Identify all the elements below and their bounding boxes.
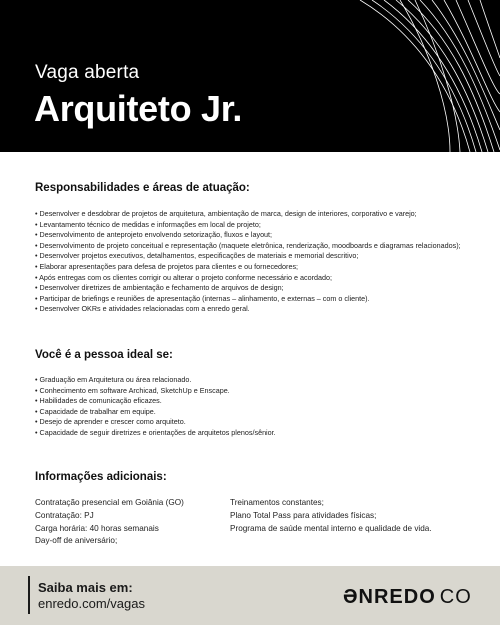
ideal-candidate-list <box>35 375 465 439</box>
info-item: Treinamentos constantes; <box>230 498 324 507</box>
responsibilities-heading: Responsabilidades e áreas de atuação: <box>35 182 250 194</box>
ideal-candidate-heading: Você é a pessoa ideal se: <box>35 349 173 361</box>
additional-info-heading: Informações adicionais: <box>35 471 167 483</box>
job-title: Arquiteto Jr. <box>34 88 243 129</box>
list-item: • Desenvolvimento de projeto conceitual e representação (maquete eletrônica, renderização, moodboards e diagramas relacionados); <box>35 241 465 252</box>
careers-link[interactable]: enredo.com/vagas <box>38 596 145 611</box>
list-item: • Desejo de aprender e crescer como arquiteto. <box>35 417 465 428</box>
more-info-label: Saiba mais em: <box>38 580 133 595</box>
info-item: Day-off de aniversário; <box>35 536 118 546</box>
brand-suffix: CO <box>439 586 472 608</box>
additional-info-right <box>230 497 432 535</box>
brand-logo <box>343 586 472 609</box>
info-item: Plano Total Pass para atividades físicas; <box>230 510 377 520</box>
list-item: • Capacidade de trabalhar em equipe. <box>35 407 465 418</box>
info-item: Carga horária: 40 horas semanais <box>35 523 159 533</box>
list-item: • Habilidades de comunicação eficazes. <box>35 396 465 407</box>
decorative-lines-graphic <box>300 0 500 152</box>
list-item: • Capacidade de seguir diretrizes e orientações de arquitetos plenos/sênior. <box>35 428 465 439</box>
list-item: • Participar de briefings e reuniões de apresentação (internas – alinhamento, e externas – com o cliente). <box>35 294 465 305</box>
header-banner <box>0 0 500 152</box>
info-item: Contratação: PJ <box>35 510 94 520</box>
list-item: • Desenvolver diretrizes de ambientação e fechamento de arquivos de design; <box>35 283 465 294</box>
footer-divider <box>28 576 30 614</box>
footer <box>0 566 500 625</box>
header-subtitle: Vaga aberta <box>35 62 140 83</box>
list-item: • Desenvolver projetos executivos, detalhamentos, especificações de materiais e memorial descritivo; <box>35 251 465 262</box>
additional-info-left <box>35 497 184 548</box>
list-item: • Elaborar apresentações para defesa de projetos para clientes e ou fornecedores; <box>35 262 465 273</box>
info-item: Contratação presencial em Goiânia (GO) <box>35 498 184 507</box>
list-item: • Desenvolvimento de anteprojeto envolvendo setorização, fluxos e layout; <box>35 230 465 241</box>
info-item: Programa de saúde mental interno e qualidade de vida. <box>230 523 432 533</box>
brand-name: ƏNREDO <box>343 586 436 608</box>
responsibilities-list <box>35 209 465 315</box>
list-item: • Desenvolver e desdobrar de projetos de arquitetura, ambientação de marca, design de interiores, corporativo e varejo; <box>35 209 465 220</box>
list-item: • Conhecimento em software Archicad, SketchUp e Enscape. <box>35 386 465 397</box>
list-item: • Desenvolver OKRs e atividades relacionadas com a enredo geral. <box>35 304 465 315</box>
list-item: • Levantamento técnico de medidas e informações em local de projeto; <box>35 220 465 231</box>
list-item: • Graduação em Arquitetura ou área relacionado. <box>35 375 465 386</box>
list-item: • Após entregas com os clientes corrigir ou alterar o projeto conforme necessário e acordado; <box>35 273 465 284</box>
